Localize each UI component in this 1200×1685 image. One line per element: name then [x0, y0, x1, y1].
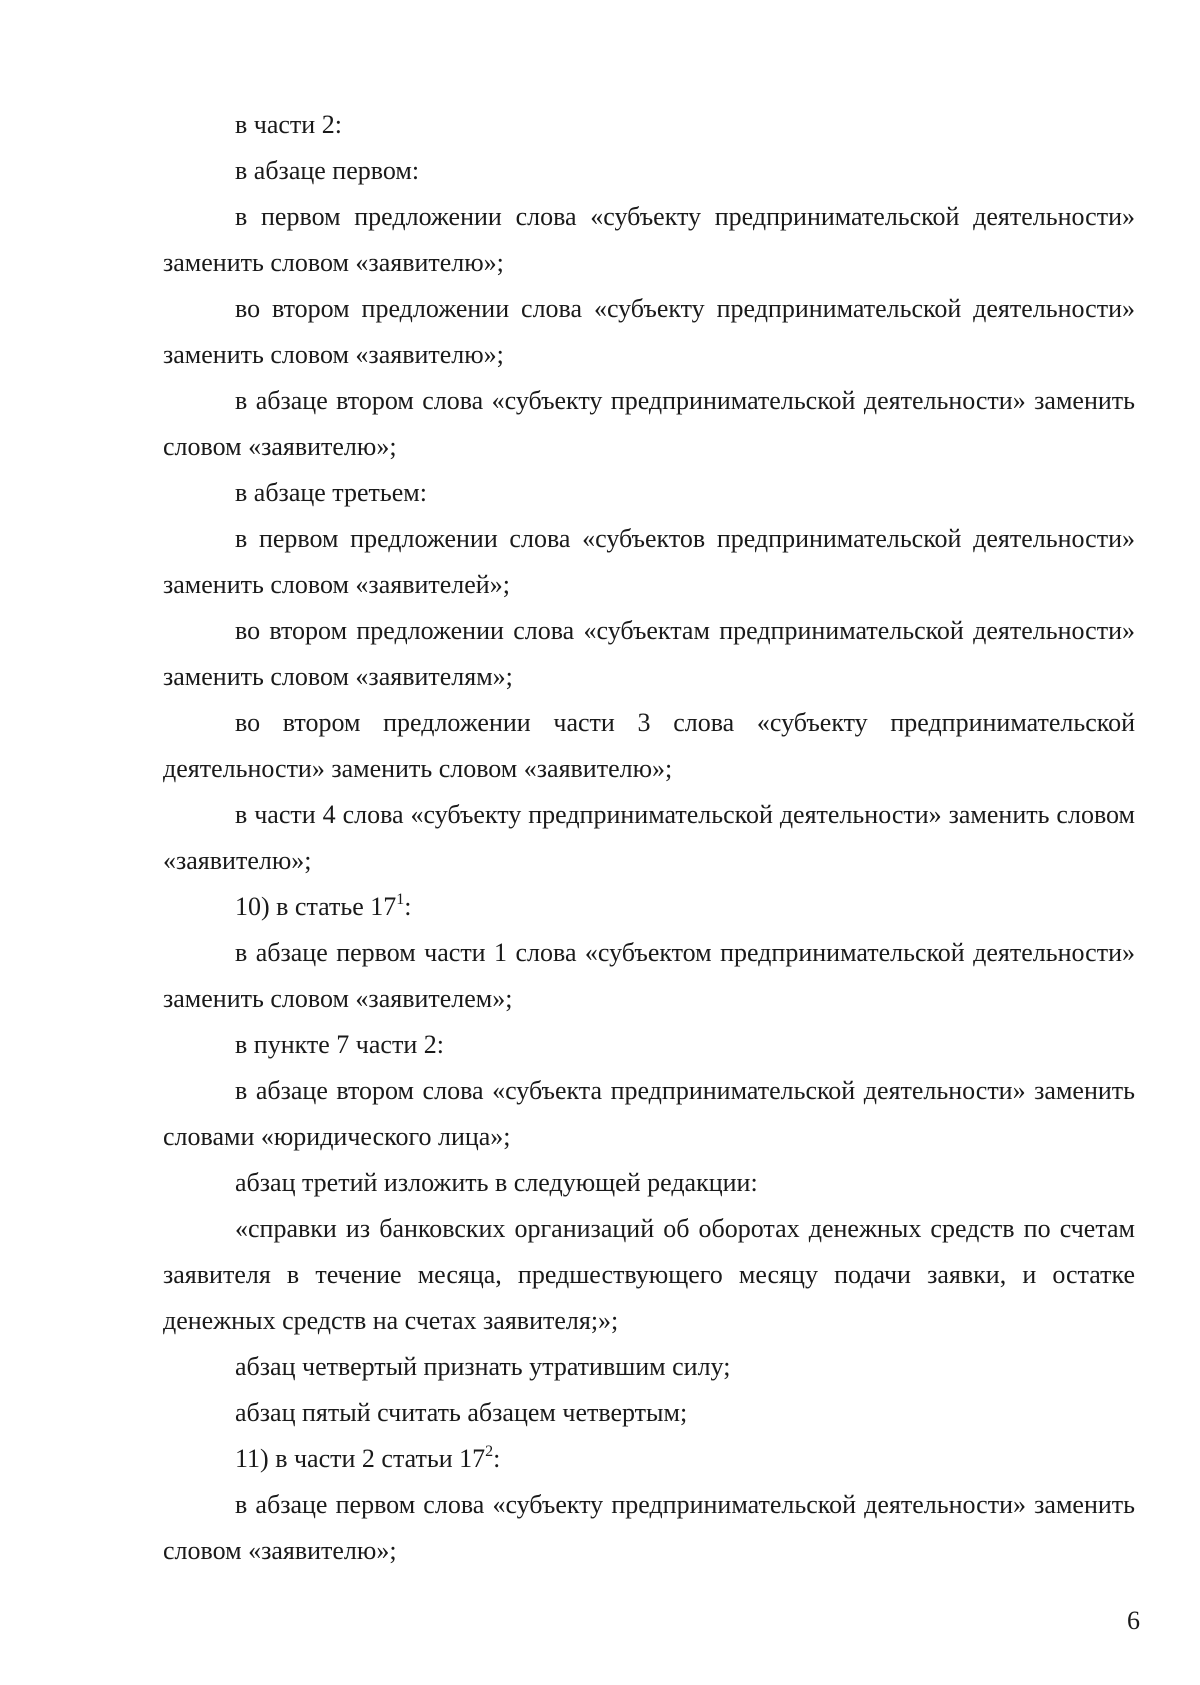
paragraph-5: в абзаце втором слова «субъекту предпринимательской деятельности» заменить словом «заявителю»;: [163, 386, 1135, 461]
paragraph-20: в абзаце первом слова «субъекту предпринимательской деятельности» заменить словом «заявителю»;: [163, 1490, 1135, 1565]
paragraph-19-article-heading: [163, 1436, 1135, 1482]
paragraph-8: во втором предложении слова «субъектам предпринимательской деятельности» заменить словом «заявителям»;: [163, 616, 1135, 691]
paragraph-2: в абзаце первом:: [235, 156, 420, 185]
article-superscript: 1: [396, 891, 405, 908]
article-superscript: 2: [485, 1443, 494, 1460]
paragraph-14: в абзаце втором слова «субъекта предпринимательской деятельности» заменить словами «юридического лица»;: [163, 1076, 1135, 1151]
paragraph-15: абзац третий изложить в следующей редакции:: [235, 1168, 758, 1197]
document-body: [163, 102, 1135, 1574]
paragraph-18: абзац пятый считать абзацем четвертым;: [235, 1398, 688, 1427]
paragraph-12: в абзаце первом части 1 слова «субъектом предпринимательской деятельности» заменить словом «заявителем»;: [163, 938, 1135, 1013]
paragraph-3: в первом предложении слова «субъекту предпринимательской деятельности» заменить словом «заявителю»;: [163, 202, 1135, 277]
paragraph-4: во втором предложении слова «субъекту предпринимательской деятельности» заменить словом «заявителю»;: [163, 294, 1135, 369]
page-number: 6: [1127, 1606, 1140, 1635]
article-heading-colon: :: [493, 1444, 501, 1473]
paragraph-11-article-heading: [163, 884, 1135, 930]
paragraph-17: абзац четвертый признать утратившим силу;: [235, 1352, 731, 1381]
paragraph-10: в части 4 слова «субъекту предпринимательской деятельности» заменить словом «заявителю»;: [163, 800, 1135, 875]
paragraph-7: в первом предложении слова «субъектов предпринимательской деятельности» заменить словом «заявителей»;: [163, 524, 1135, 599]
article-heading-colon: :: [404, 892, 412, 921]
paragraph-13: в пункте 7 части 2:: [235, 1030, 444, 1059]
paragraph-6: в абзаце третьем:: [235, 478, 427, 507]
paragraph-1: в части 2:: [235, 110, 342, 139]
article-heading-text: 11) в части 2 статьи 17: [235, 1444, 486, 1473]
article-heading-text: 10) в статье 17: [235, 892, 397, 921]
paragraph-9: во втором предложении части 3 слова «субъекту предпринимательской деятельности» заменить словом «заявителю»;: [163, 708, 1135, 783]
paragraph-16-quote: «справки из банковских организаций об оборотах денежных средств по счетам заявителя в течение месяца, предшествующего месяцу подачи заявки, и остатке денежных средств на счетах заявителя;»;: [163, 1214, 1135, 1335]
